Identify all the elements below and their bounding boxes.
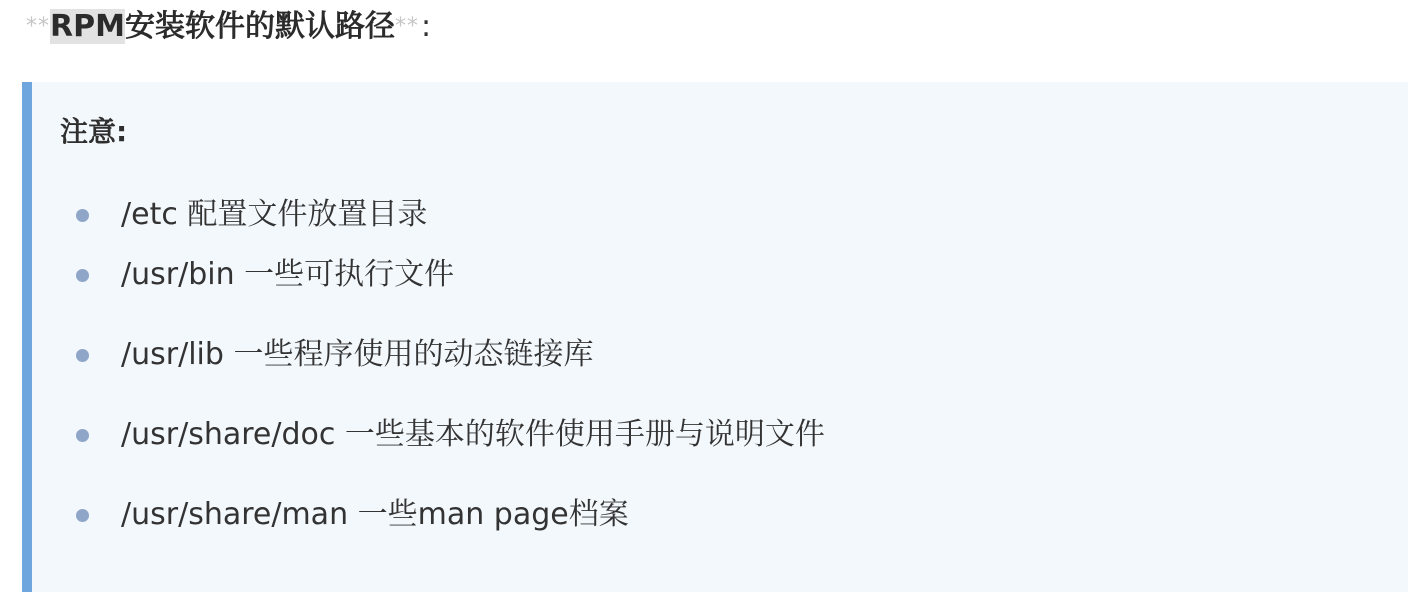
list-item-text: /usr/bin 一些可执行文件: [121, 257, 455, 292]
bullet-dot-icon: [76, 429, 89, 442]
bullet-dot-icon: [76, 209, 89, 222]
bullet-dot-icon: [76, 349, 89, 362]
bullet-dot-icon: [76, 269, 89, 282]
list-item-text: /usr/lib 一些程序使用的动态链接库: [121, 337, 594, 372]
list-item: [76, 394, 825, 476]
heading-rest-text: 安装软件的默认路径: [124, 9, 395, 44]
note-callout: [22, 82, 1408, 592]
bullet-dot-icon: [76, 509, 89, 522]
section-heading[interactable]: [26, 4, 431, 50]
list-item: [76, 474, 825, 556]
bold-open-marker: **: [26, 14, 50, 39]
note-title: 注意:: [60, 115, 128, 148]
selected-text[interactable]: RPM: [50, 9, 125, 44]
heading-colon: :: [420, 9, 432, 44]
list-item-text: /usr/share/man 一些man page档案: [121, 497, 629, 532]
list-item-text: /usr/share/doc 一些基本的软件使用手册与说明文件: [121, 417, 825, 452]
path-list: [76, 194, 825, 556]
list-item-text: /etc 配置文件放置目录: [121, 197, 428, 232]
heading-bold-text[interactable]: [50, 4, 395, 50]
bold-close-marker: **: [394, 14, 419, 39]
list-item: [76, 194, 825, 236]
list-item: [76, 314, 825, 396]
list-item: [76, 234, 825, 316]
